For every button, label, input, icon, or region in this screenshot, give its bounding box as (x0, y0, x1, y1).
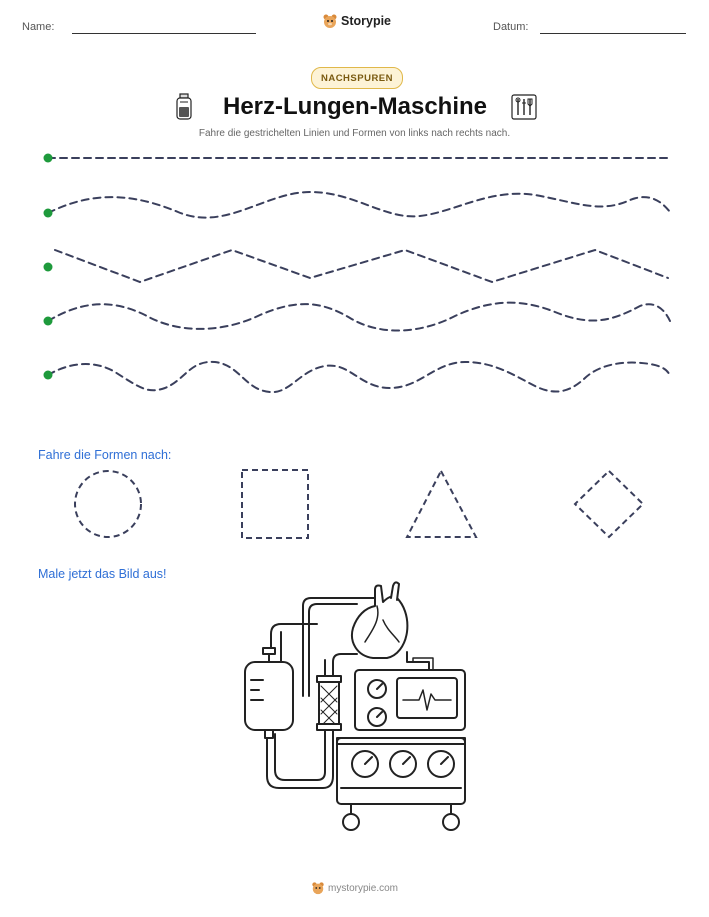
trace-line-wave-2 (48, 303, 670, 331)
date-label: Datum: (493, 21, 529, 33)
shape-square (242, 470, 308, 538)
surgical-tools-icon (511, 94, 537, 120)
footer (0, 881, 709, 895)
trace-line-zigzag (55, 250, 668, 282)
brand-name: Storypie (341, 14, 392, 28)
tracing-shapes (0, 465, 709, 545)
name-label: Name: (22, 21, 55, 33)
start-dot-icon (44, 154, 53, 380)
trace-line-wave-3 (48, 362, 670, 392)
instructions: Fahre die gestrichelten Linien und Formen von links nach rechts nach. (198, 128, 511, 139)
brand (322, 13, 391, 29)
shape-circle (75, 471, 141, 537)
coloring-label: Male jetzt das Bild aus! (38, 567, 167, 581)
shape-diamond (575, 471, 643, 537)
tracing-lines (0, 140, 709, 400)
category-badge: NACHSPUREN (311, 67, 403, 89)
page-title: Herz-Lungen-Maschine (222, 93, 488, 120)
storypie-logo-icon (322, 13, 338, 29)
trace-line-wave-1 (48, 192, 670, 218)
shapes-label: Fahre die Formen nach: (38, 448, 172, 462)
name-line[interactable] (72, 33, 256, 34)
heart-lung-machine-illustration (237, 576, 477, 836)
date-line[interactable] (540, 33, 686, 34)
medicine-bottle-icon (175, 93, 193, 121)
storypie-footer-logo-icon (311, 881, 325, 895)
shape-triangle (407, 471, 476, 537)
footer-url[interactable]: mystorypie.com (327, 882, 398, 894)
